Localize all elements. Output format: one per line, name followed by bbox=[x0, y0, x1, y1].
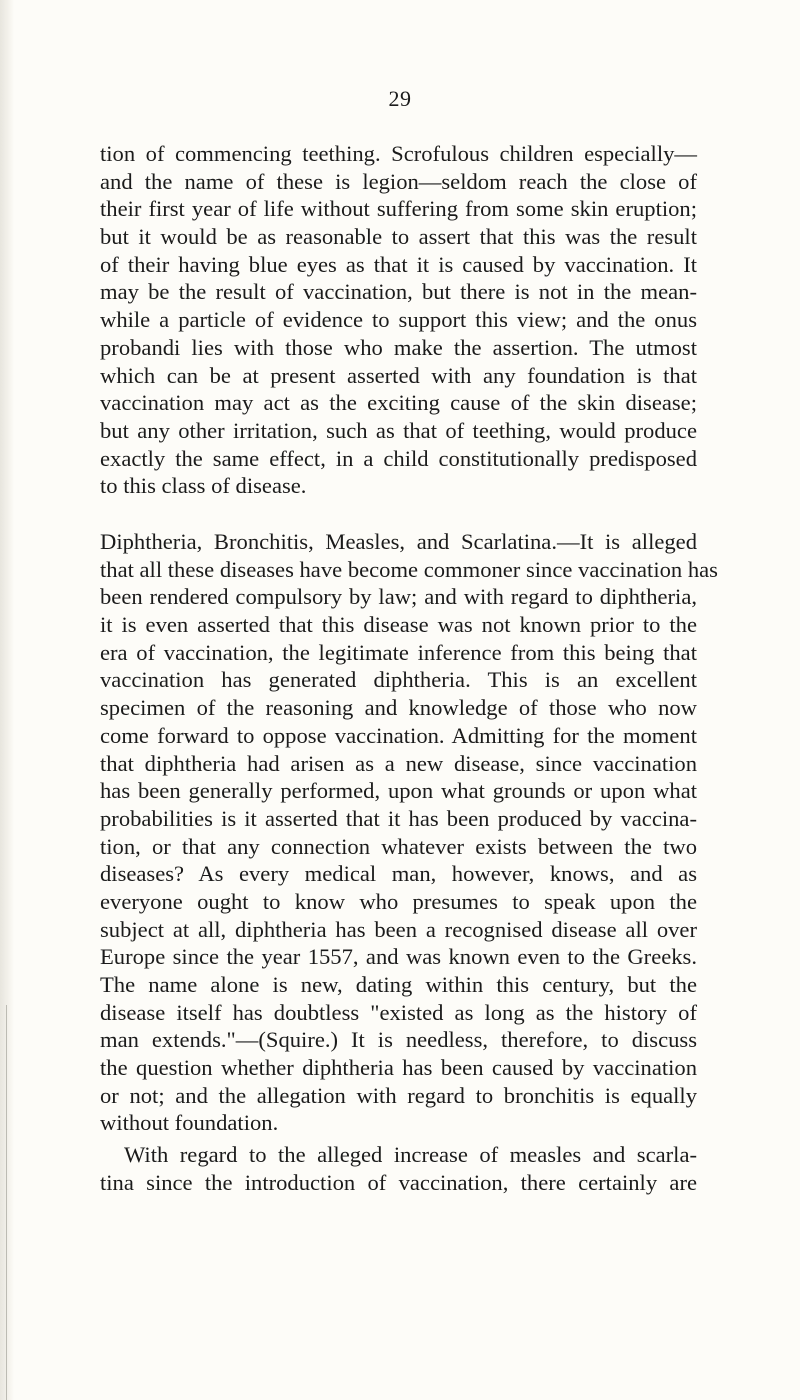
text-line: vaccination has generated diphtheria. This is an excellent bbox=[100, 667, 697, 693]
text-line: The name alone is new, dating within this century, but the bbox=[100, 972, 697, 997]
text-line: or not; and the allegation with regard to bronchitis is equally bbox=[100, 1082, 697, 1108]
text-line: man extends."—(Squire.) It is needless, therefore, to discuss bbox=[100, 1027, 697, 1053]
text-line: disease itself has doubtless "existed as long as the history of bbox=[100, 999, 697, 1025]
text-line: that all these diseases have become commoner since vaccination has bbox=[100, 556, 718, 582]
text-line: specimen of the reasoning and knowledge of those who now bbox=[100, 695, 697, 721]
text-line: the question whether diphtheria has been caused by vaccination bbox=[100, 1055, 697, 1081]
text-line: probandi lies with those who make the assertion. The utmost bbox=[100, 334, 697, 360]
text-line: Europe since the year 1557, and was known even to the Greeks. bbox=[100, 944, 697, 970]
text-line: may be the result of vaccination, but there is not in the mean- bbox=[100, 279, 697, 305]
text-line: tion, or that any connection whatever exists between the two bbox=[100, 833, 697, 859]
text-line: vaccination may act as the exciting cause of the skin disease; bbox=[100, 390, 697, 416]
paragraph-skin-eruptions bbox=[100, 140, 697, 500]
text-line: it is even asserted that this disease was not known prior to the bbox=[100, 612, 697, 638]
text-line: era of vaccination, the legitimate inference from this being that bbox=[100, 639, 697, 665]
text-line: been rendered compulsory by law; and with regard to diphtheria, bbox=[100, 584, 697, 610]
text-line: of their having blue eyes as that it is caused by vaccination. It bbox=[100, 251, 697, 277]
page-number: 29 bbox=[388, 86, 412, 111]
text-line: subject at all, diphtheria has been a recognised disease all over bbox=[100, 916, 697, 942]
text-line: but any other irritation, such as that of teething, would produce bbox=[100, 417, 697, 443]
text-line: but it would be as reasonable to assert that this was the result bbox=[100, 224, 697, 250]
text-line: to this class of disease. bbox=[100, 473, 307, 499]
text-line: come forward to oppose vaccination. Admitting for the moment bbox=[100, 722, 697, 748]
paragraph-measles-scarlatina bbox=[100, 1141, 697, 1196]
text-line: has been generally performed, upon what grounds or upon what bbox=[100, 778, 697, 804]
text-line: Diphtheria, Bronchitis, Measles, and Scarlatina.—It is alleged bbox=[100, 529, 697, 554]
paragraph-diphtheria bbox=[100, 528, 718, 1137]
page-edge-line bbox=[6, 1005, 7, 1400]
text-line: without foundation. bbox=[100, 1110, 279, 1136]
text-line: probabilities is it asserted that it has been produced by vaccina- bbox=[100, 805, 697, 831]
page-edge-shadow bbox=[0, 0, 14, 1400]
text-line: while a particle of evidence to support this view; and the onus bbox=[100, 307, 697, 333]
text-line: tion of commencing teething. Scrofulous children especially— bbox=[100, 141, 697, 166]
text-line: and the name of these is legion—seldom reach the close of bbox=[100, 168, 697, 194]
text-line: everyone ought to know who presumes to speak upon the bbox=[100, 888, 697, 914]
text-line: that diphtheria had arisen as a new disease, since vaccination bbox=[100, 750, 697, 776]
text-line: diseases? As every medical man, however, knows, and as bbox=[100, 861, 697, 887]
text-line: tina since the introduction of vaccination, there certainly are bbox=[100, 1169, 697, 1195]
text-line: which can be at present asserted with any foundation is that bbox=[100, 362, 697, 388]
text-line: exactly the same effect, in a child constitutionally predisposed bbox=[100, 445, 697, 471]
text-line: their first year of life without suffering from some skin eruption; bbox=[100, 196, 697, 222]
text-line: With regard to the alleged increase of measles and scarla- bbox=[124, 1142, 697, 1167]
